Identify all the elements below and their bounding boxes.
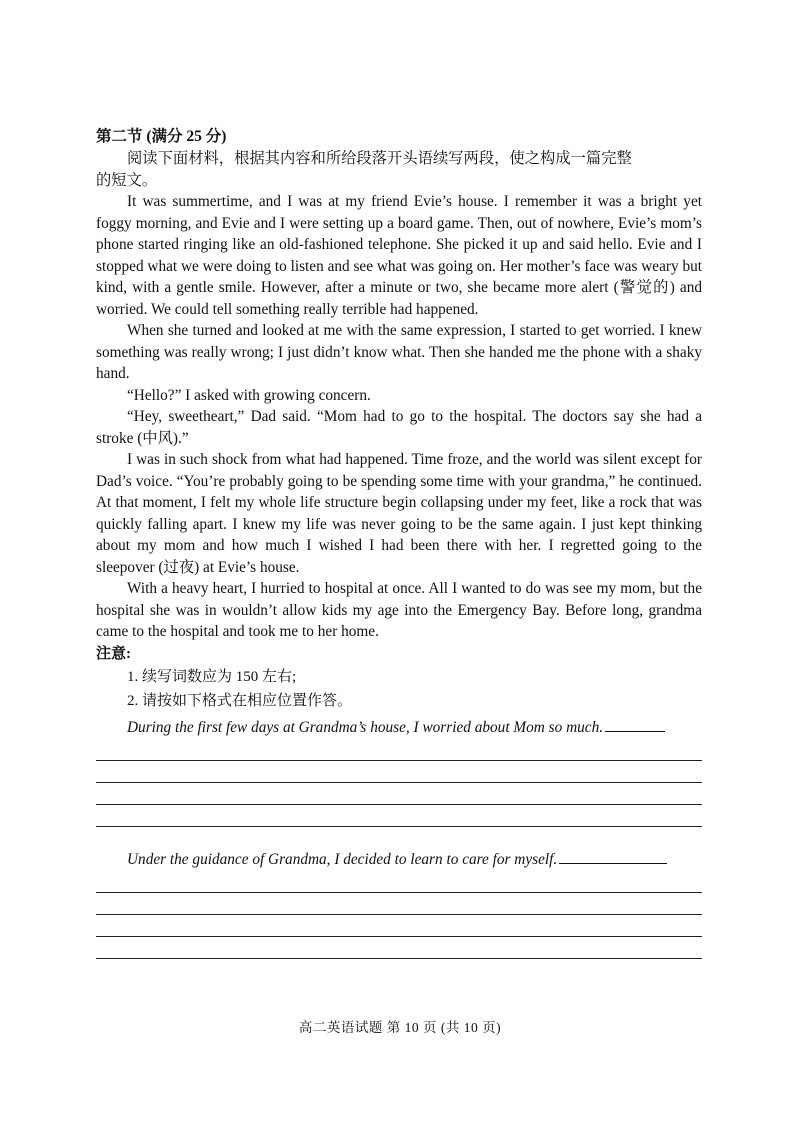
passage-paragraph-6: With a heavy heart, I hurried to hospital at once. All I wanted to do was see my mom, but the hospital she was in wouldn’t allow kids my age into the Emergency Bay. Before long, grandma came to the hospital and took me to her home. [96, 580, 702, 641]
story-passage [96, 191, 702, 643]
answer-line[interactable] [96, 739, 702, 761]
note-item-format: 2. 请按如下格式在相应位置作答。 [127, 692, 353, 709]
page-footer: 高二英语试题 第 10 页 (共 10 页) [298, 1020, 502, 1035]
continuation-prompt-1 [96, 717, 702, 739]
passage-paragraph-5: I was in such shock from what had happened. Time froze, and the world was silent except for Dad’s voice. “You’re probably going to be spending some time with your grandma,” he continued. At that moment, I felt my whole life structure begin collapsing under my feet, like a rock that was quickly falling apart. I knew my life was never going to be the same again. I just kept thinking about my mom and how much I wished I had been there with her. I regretted going to the sleepover (过夜) at Evie’s house. [96, 451, 702, 576]
prompt-1-text: During the first few days at Grandma’s house, I worried about Mom so much. [127, 718, 604, 736]
prompt-2-blank[interactable] [559, 849, 667, 864]
answer-line[interactable] [96, 893, 702, 915]
passage-paragraph-1: It was summertime, and I was at my friend Evie’s house. I remember it was a bright yet foggy morning, and Evie and I were setting up a board game. Then, out of nowhere, Evie’s mom’s phone started ringing like an old-fashioned telephone. She picked it up and said hello. Evie and I stopped what we were doing to listen and see what was going on. Her mother’s face was weary but kind, with a gentle smile. However, after a minute or two, she became more alert (警觉的) and worried. We could tell something really terrible had happened. [96, 193, 702, 318]
instruction-line-2: 的短文。 [96, 171, 158, 189]
section-title: 第二节 (满分 25 分) [96, 128, 227, 145]
passage-paragraph-4: “Hey, sweetheart,” Dad said. “Mom had to go to the hospital. The doctors say she had a stroke (中风).” [96, 408, 702, 447]
answer-area-1[interactable] [96, 739, 702, 827]
answer-line[interactable] [96, 783, 702, 805]
instruction-line-1: 阅读下面材料，根据其内容和所给段落开头语续写两段，使之构成一篇完整 [127, 150, 632, 167]
passage-paragraph-2: When she turned and looked at me with the same expression, I started to get worried. I knew something was really wrong; I just didn’t know what. Then she handed me the phone with a shaky hand. [96, 322, 702, 383]
prompt-1-blank[interactable] [605, 717, 665, 732]
answer-line[interactable] [96, 937, 702, 959]
answer-line[interactable] [96, 805, 702, 827]
answer-line[interactable] [96, 761, 702, 783]
answer-line[interactable] [96, 871, 702, 893]
passage-paragraph-3: “Hello?” I asked with growing concern. [127, 386, 371, 404]
note-item-word-count: 1. 续写词数应为 150 左右; [127, 668, 297, 685]
exam-page [96, 126, 702, 959]
notes-title: 注意: [96, 645, 131, 662]
answer-area-2[interactable] [96, 871, 702, 959]
prompt-2-text: Under the guidance of Grandma, I decided to learn to care for myself. [127, 850, 558, 868]
continuation-prompt-2 [96, 849, 702, 871]
answer-line[interactable] [96, 915, 702, 937]
